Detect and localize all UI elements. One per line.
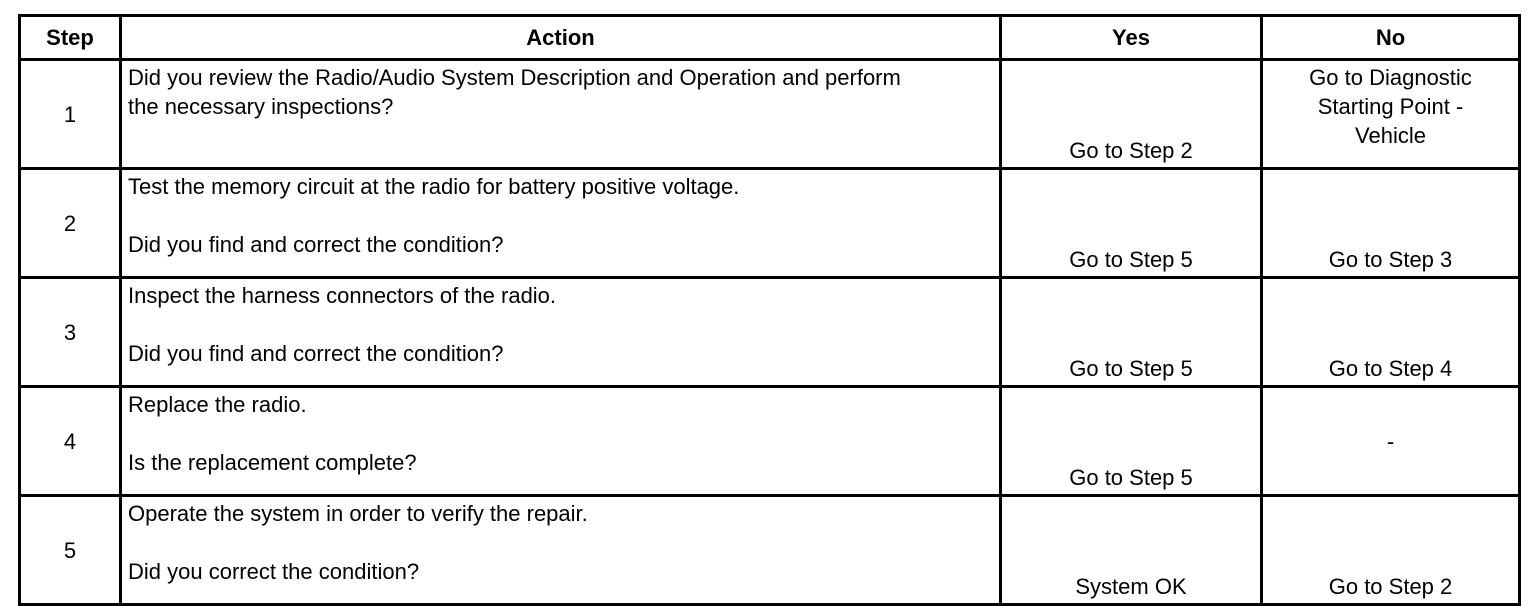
action-question: Is the replacement complete? — [128, 450, 417, 475]
step-number: 2 — [20, 169, 121, 278]
action-cell — [121, 169, 1001, 278]
action-cell — [121, 387, 1001, 496]
step-number: 5 — [20, 496, 121, 605]
no-cell — [1262, 387, 1520, 496]
header-step: Step — [20, 16, 121, 60]
diagnostic-table — [18, 14, 1521, 606]
action-cell — [121, 60, 1001, 169]
yes-cell — [1001, 496, 1262, 605]
yes-result: Go to Step 5 — [1069, 247, 1193, 272]
action-text: Replace the radio. — [128, 392, 307, 417]
step-number: 1 — [20, 60, 121, 169]
no-cell — [1262, 496, 1520, 605]
header-action: Action — [121, 16, 1001, 60]
yes-result: System OK — [1075, 574, 1187, 599]
yes-cell — [1001, 278, 1262, 387]
step-number: 3 — [20, 278, 121, 387]
no-result: Go to Step 2 — [1328, 574, 1453, 599]
yes-cell — [1001, 169, 1262, 278]
action-question: Did you correct the condition? — [128, 559, 420, 584]
header-no: No — [1262, 16, 1520, 60]
header-yes: Yes — [1001, 16, 1262, 60]
action-text: Did you review the Radio/Audio System Description and Operation and perform the necessary inspections? — [128, 65, 901, 119]
action-cell — [121, 278, 1001, 387]
action-question: Did you find and correct the condition? — [128, 232, 504, 257]
header-row — [20, 16, 1520, 60]
action-text: Test the memory circuit at the radio for battery positive voltage. — [128, 174, 740, 199]
yes-result: Go to Step 5 — [1069, 356, 1193, 381]
no-cell — [1262, 278, 1520, 387]
no-result: Go to Diagnostic Starting Point - Vehicle — [1309, 65, 1472, 148]
table-row — [20, 387, 1520, 496]
yes-result: Go to Step 5 — [1069, 465, 1193, 490]
yes-cell — [1001, 387, 1262, 496]
no-result: Go to Step 3 — [1328, 247, 1453, 272]
no-cell — [1262, 169, 1520, 278]
yes-cell — [1001, 60, 1262, 169]
no-result: - — [1386, 428, 1395, 454]
no-result: Go to Step 4 — [1328, 356, 1453, 381]
table-row — [20, 278, 1520, 387]
step-number: 4 — [20, 387, 121, 496]
action-text: Operate the system in order to verify the repair. — [128, 501, 588, 526]
action-cell — [121, 496, 1001, 605]
table-row — [20, 169, 1520, 278]
table-row — [20, 496, 1520, 605]
yes-result: Go to Step 2 — [1069, 138, 1193, 163]
action-question: Did you find and correct the condition? — [128, 341, 504, 366]
no-cell — [1262, 60, 1520, 169]
table-row — [20, 60, 1520, 169]
action-text: Inspect the harness connectors of the radio. — [128, 283, 557, 308]
